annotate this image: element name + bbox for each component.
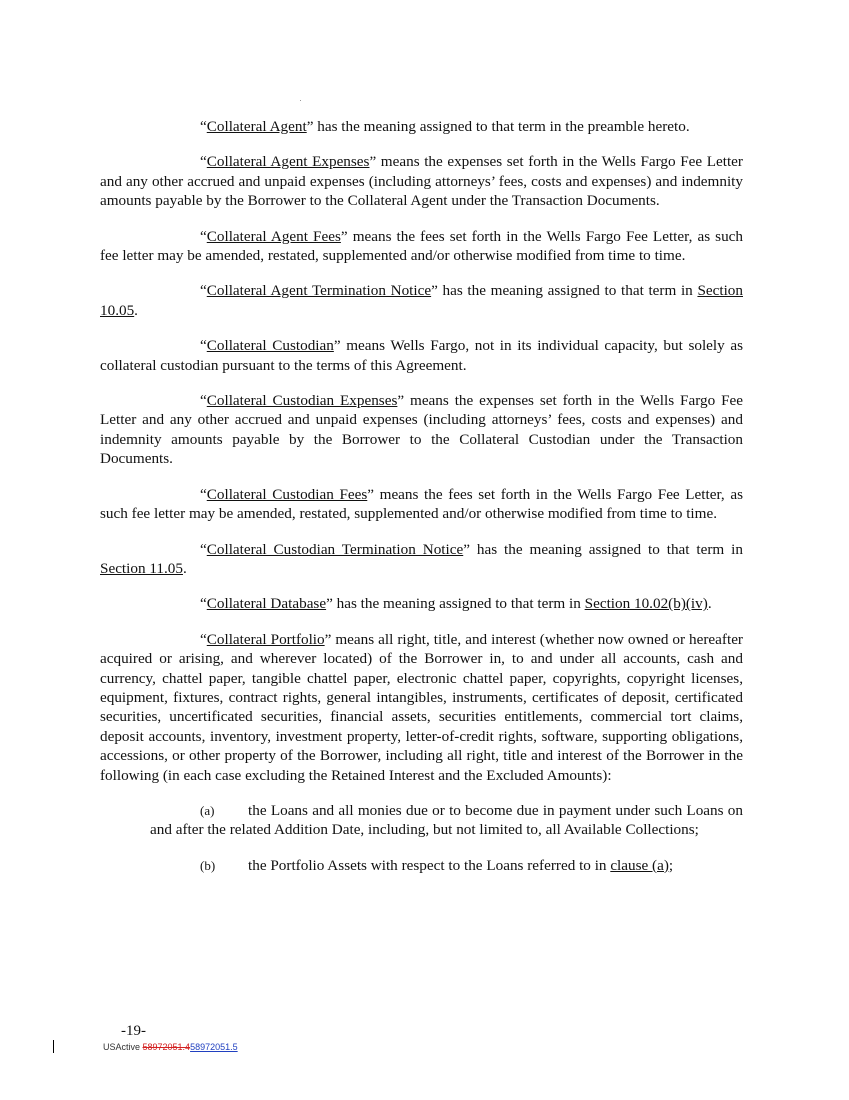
page-number: -19-: [121, 1023, 146, 1039]
doc-id-inserted: 58972051.5: [190, 1042, 238, 1052]
section-reference: Section 11.05: [100, 559, 183, 577]
definition-collateral-database: “Collateral Database” has the meaning assigned to that term in Section 10.02(b)(iv).: [200, 595, 712, 613]
clause-a: [150, 801, 743, 840]
definition-text: ” has the meaning assigned to that term in: [326, 595, 585, 613]
doc-id-deleted: 58972051.4: [142, 1042, 191, 1052]
definitions-section: [100, 117, 743, 891]
defined-term: Collateral Agent: [206, 118, 307, 135]
definition-collateral-agent: “Collateral Agent” has the meaning assigned to that term in the preamble hereto.: [200, 118, 690, 135]
clause-text: the Portfolio Assets with respect to the Loans referred to in: [248, 856, 611, 874]
defined-term: Collateral Custodian Fees: [206, 485, 368, 503]
definition-collateral-custodian-expenses: “Collateral Custodian Expenses” means the expenses set forth in the Wells Fargo Fee Letter and any other accrued and unpaid expenses (including attorneys’ fees, costs and expenses) and indemnity amounts payable by the Borrower to the Collateral Custodian under the Transaction Documents.: [100, 392, 743, 468]
defined-term: Collateral Database: [206, 595, 327, 613]
definition-collateral-custodian-fees: “Collateral Custodian Fees” means the fees set forth in the Wells Fargo Fee Letter, as such fee letter may be amended, restated, supplemented and/or otherwise modified from time to time.: [100, 485, 743, 523]
definition-collateral-portfolio: “Collateral Portfolio” means all right, title, and interest (whether now owned or hereafter acquired or arising, and wherever located) of the Borrower in, to and under all accounts, cash and currency, chattel paper, tangible chattel paper, electronic chattel paper, copyrights, copyright licenses, equipment, fixtures, contract rights, general intangibles, instruments, certificates of deposit, certificated securities, uncertificated securities, financial assets, securities entitlements, commercial tort claims, deposit accounts, inventory, investment property, letter-of-credit rights, software, supporting obligations, accessions, or other property of the Borrower, including all right, title and interest of the Borrower in the following (in each case excluding the Retained Interest and the Excluded Amounts):: [100, 630, 743, 784]
definition-text: ” means the expenses set forth in the Wells Fargo Fee Letter and any other accrued and unpaid expenses (including attorneys’ fees, costs and expenses) and indemnity amounts payable by the Borrower to the Collateral Custodian under the Transaction Documents.: [100, 392, 743, 468]
clause-label: (a): [200, 802, 215, 818]
definition-collateral-agent-expenses: “Collateral Agent Expenses” means the expenses set forth in the Wells Fargo Fee Letter and any other accrued and unpaid expenses (including attorneys’ fees, costs and expenses) and indemnity amounts payable by the Borrower to the Collateral Agent under the Transaction Documents.: [100, 153, 743, 210]
defined-term: Collateral Custodian Termination Notice: [206, 540, 464, 558]
change-bar: [53, 1040, 54, 1053]
definition-collateral-custodian-termination-notice: “Collateral Custodian Termination Notice” has the meaning assigned to that term in Section 11.05.: [100, 540, 743, 577]
definition-text: ” has the meaning assigned to that term in the preamble hereto.: [306, 118, 690, 135]
clause-b: [150, 856, 743, 875]
definition-collateral-agent-termination-notice: “Collateral Agent Termination Notice” has the meaning assigned to that term in Section 10.05.: [100, 282, 743, 319]
clause-reference: clause (a): [610, 856, 669, 874]
clause-end: ;: [668, 856, 674, 874]
definition-text: ” has the meaning assigned to that term in: [463, 540, 743, 558]
stray-mark: [300, 100, 301, 101]
definition-collateral-agent-fees: “Collateral Agent Fees” means the fees set forth in the Wells Fargo Fee Letter, as such fee letter may be amended, restated, supplemented and/or otherwise modified from time to time.: [100, 227, 744, 265]
defined-term: Collateral Custodian Expenses: [206, 392, 398, 410]
doc-id-prefix: USActive: [103, 1042, 143, 1052]
definition-text: ” means Wells Fargo, not in its individual capacity, but solely as collateral custodian pursuant to the terms of this Agreement.: [100, 337, 743, 374]
definition-end: .: [134, 301, 138, 319]
defined-term: Collateral Portfolio: [206, 630, 325, 648]
section-reference: Section 10.02(b)(iv): [584, 595, 708, 613]
definition-collateral-custodian: “Collateral Custodian” means Wells Fargo, not in its individual capacity, but solely as collateral custodian pursuant to the terms of this Agreement.: [100, 337, 743, 374]
definition-text: ” means the fees set forth in the Wells Fargo Fee Letter, as such fee letter may be amended, restated, supplemented and/or otherwise modified from time to time.: [100, 485, 743, 523]
clause-text: the Loans and all monies due or to become due in payment under such Loans on and after the related Addition Date, including, but not limited to, all Available Collections;: [150, 801, 743, 839]
document-id-footer: [103, 1042, 238, 1053]
defined-term: Collateral Agent Fees: [206, 227, 341, 245]
definition-text: ” means the expenses set forth in the Wells Fargo Fee Letter and any other accrued and unpaid expenses (including attorneys’ fees, costs and expenses) and indemnity amounts payable by the Borrower to the Collateral Agent under the Transaction Documents.: [100, 153, 743, 210]
definition-text: ” has the meaning assigned to that term in: [431, 282, 698, 300]
clause-label: (b): [200, 857, 216, 873]
definition-text: ” means all right, title, and interest (whether now owned or hereafter acquired or arising, and wherever located) of the Borrower in, to and under all accounts, cash and currency, chattel paper, tangible chattel paper, electronic chattel paper, copyrights, copyright licenses, equipment, fixtures, contract rights, general intangibles, instruments, certificates of deposit, certificated securities, uncertificated securities, financial assets, securities entitlements, commercial tort claims, deposit accounts, inventory, investment property, letter-of-credit rights, software, supporting obligations, accessions, or other property of the Borrower, including all right, title and interest of the Borrower in the following (in each case excluding the Retained Interest and the Excluded Amounts):: [100, 630, 743, 784]
section-reference: Section 10.05: [100, 282, 743, 319]
definition-text: ” means the fees set forth in the Wells Fargo Fee Letter, as such fee letter may be amended, restated, supplemented and/or otherwise modified from time to time.: [100, 227, 744, 265]
defined-term: Collateral Agent Expenses: [206, 153, 370, 171]
defined-term: Collateral Agent Termination Notice: [206, 282, 432, 300]
defined-term: Collateral Custodian: [206, 337, 334, 355]
definition-end: .: [182, 559, 187, 577]
definition-end: .: [707, 595, 712, 613]
